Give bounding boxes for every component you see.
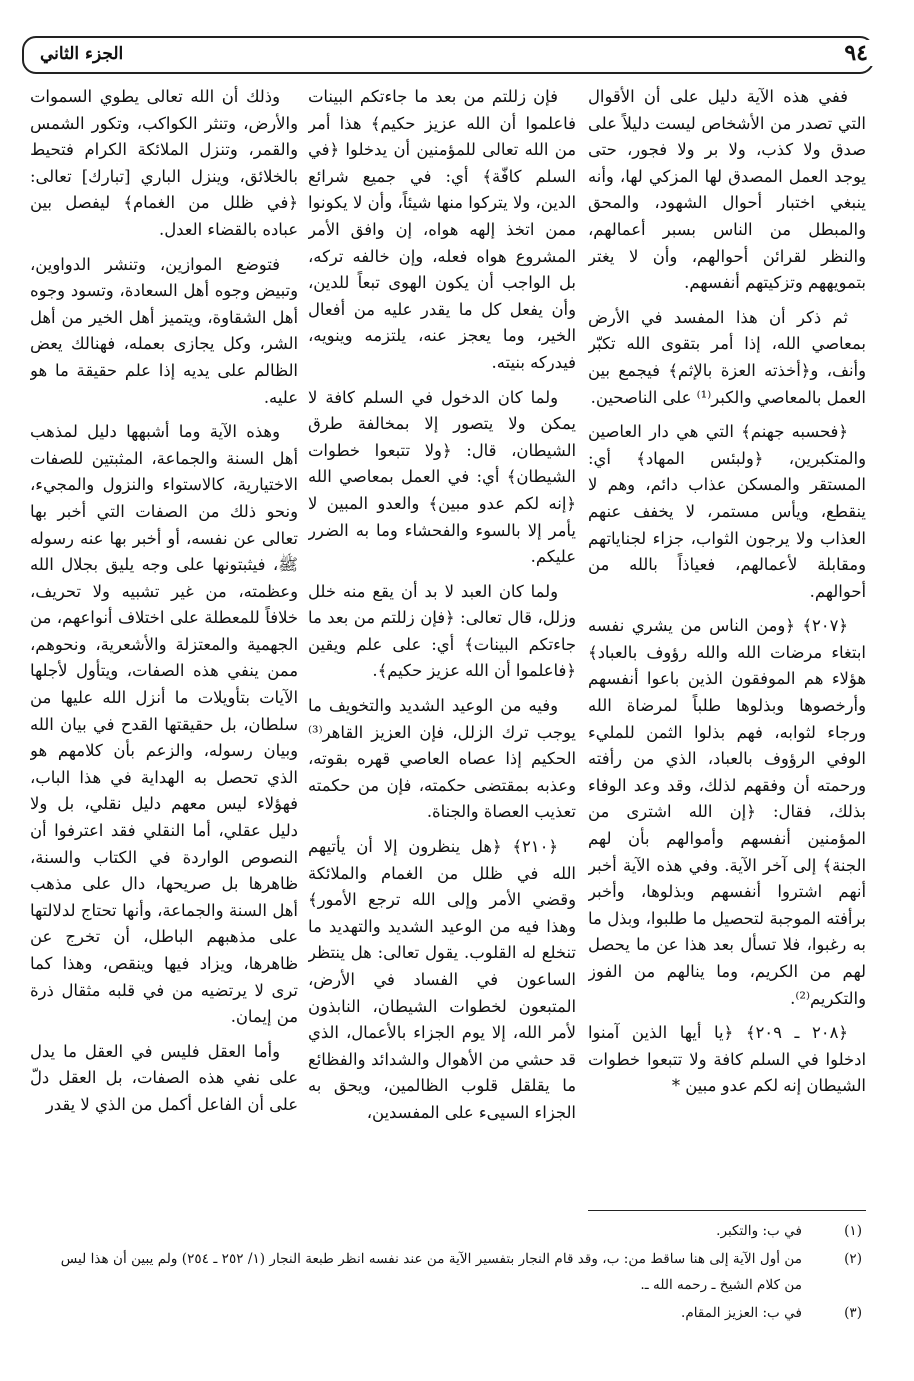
text-column-middle (308, 84, 576, 1204)
paragraph: ثم ذكر أن هذا المفسد في الأرض بمعاصي الله، إذا أمر بتقوى الله تكبّر وأنف، و﴿أخذته العزة بالإثم﴾ فيجمع بين العمل بالمعاصي والكبر⁽¹⁾ على الناصحين. (588, 307, 866, 407)
page-number: ٩٤ (838, 40, 874, 66)
paragraph: وأما العقل فليس في العقل ما يدل على نفي هذه الصفات، بل العقل دلّ على أن الفاعل أكمل من الذي لا يقدر (30, 1041, 298, 1114)
paragraph: ﴿٢١٠﴾ ﴿هل ينظرون إلا أن يأتيهم الله في ظلل من الغمام والملائكة وقضي الأمر وإلى الله ترجع الأمور﴾ وهذا فيه من الوعيد الشديد والتهديد ما تنخلع له القلوب. يقول تعالى: هل ينتظر الساعون في الفساد في الأرض، المتبعون لخطوات الشيطان، النابذون لأمر الله، إلا يوم الجزاء بالأعمال، الذي قد حشي من الأهوال والشدائد والفظائع ما يقلقل قلوب الظالمين، ويحق به الجزاء السيىء على المفسدين، (308, 837, 576, 1122)
footnote (40, 1300, 862, 1326)
paragraph: ﴿٢٠٧﴾ ﴿ومن الناس من يشري نفسه ابتغاء مرضات الله والله رؤوف بالعباد﴾ هؤلاء هم الموفقون الذين باعوا أنفسهم وأرخصوها وبذلوها طلباً لمرضاة الله ورجاء لثوابه، فهم بذلوا الثمن للمليء الوفي الرؤوف بالعباد، الذي من رأفته ورحمته أن وفقهم لذلك، وقد وعد الوفاء بذلك، فقال: ﴿إن الله اشترى من المؤمنين أنفسهم وأموالهم بأن لهم الجنة﴾ إلى آخر الآية. وفي هذه الآية أخبر أنهم اشتروا أنفسهم وبذلوها، وأخبر برأفته الموجبة لتحصيل ما طلبوا، وبذل ما به رغبوا، فلا تسأل بعد هذا عن ما يحصل لهم من الكريم، وما ينالهم من الفوز والتكريم⁽²⁾. (588, 616, 866, 1008)
footnote (40, 1218, 862, 1244)
footnote-text: من أول الآية إلى هنا ساقط من: ب، وقد قام النجار بتفسير الآية من عند نفسه انظر طبعة النجار (١/ ٢٥٢ ـ ٢٥٤) ولم يبين أن هذا ليس من كلام الشيخ ـ رحمه الله ـ. (60, 1251, 802, 1293)
footnote-mark: (٣) (844, 1305, 862, 1321)
footnote-divider (588, 1210, 866, 1211)
paragraph: وفيه من الوعيد الشديد والتخويف ما يوجب ترك الزلل، فإن العزيز القاهر⁽³⁾ الحكيم إذا عصاه العاصي قهره بقوته، وعذبه بمقتضى حكمته، فإن من حكمته تعذيب العصاة والجناة. (308, 696, 576, 822)
footnote-text: في ب: العزيز المقام. (681, 1305, 802, 1321)
paragraph: ولما كان الدخول في السلم كافة لا يمكن ولا يتصور إلا بمخالفة طرق الشيطان، قال: ﴿ولا تتبعوا خطوات الشيطان﴾ أي: في العمل بمعاصي الله ﴿إنه لكم عدو مبين﴾ والعدو المبين لا يأمر إلا بالسوء والفحشاء وما به الضرر عليكم. (308, 387, 576, 567)
text-column-right (588, 84, 866, 1204)
paragraph: ففي هذه الآية دليل على أن الأقوال التي تصدر من الأشخاص ليست دليلاً على صدق ولا كذب، ولا بر ولا فجور، حتى يوجد العمل المصدق لها المزكي لها، وأنه ينبغي اختبار أحوال الشهود، والمحق والمبطل من الناس بسبر أعمالهم، والنظر لقرائن أحوالهم، وأن لا يغتر بتمويههم وتزكيتهم أنفسهم. (588, 87, 866, 293)
text-column-left (30, 84, 298, 1204)
footnote-text: في ب: والتكبر. (716, 1223, 802, 1239)
paragraph: فتوضع الموازين، وتنشر الدواوين، وتبيض وجوه أهل السعادة، وتسود وجوه أهل الشقاوة، ويتميز أهل الخير من أهل الشر، وكل يجازى بعمله، فهنالك يعض الظالم على يديه إذا علم حقيقة ما هو عليه. (30, 254, 298, 407)
paragraph: وذلك أن الله تعالى يطوي السموات والأرض، وتنثر الكواكب، وتكور الشمس والقمر، وتنزل الملائكة الكرام فتحيط بالخلائق، وينزل الباري [تبارك] تعالى: ﴿في ظلل من الغمام﴾ ليفصل بين عباده بالقضاء العدل. (30, 87, 298, 239)
paragraph: ولما كان العبد لا بد أن يقع منه خلل وزلل، قال تعالى: ﴿فإن زللتم من بعد ما جاءتكم البينات﴾ أي: على علم ويقين ﴿فاعلموا أن الله عزيز حكيم﴾. (308, 581, 576, 681)
paragraph: وهذه الآية وما أشبهها دليل لمذهب أهل السنة والجماعة، المثبتين للصفات الاختيارية، كالاستواء والنزول والمجيء، ونحو ذلك من الصفات التي أخبر بها تعالى عن نفسه، أو أخبر بها عنه رسوله ﷺ، فيثبتونها على وجه يليق بجلال الله وعظمته، من غير تشبيه ولا تحريف، خلافاً للمعطلة على اختلاف أنواعهم، من الجهمية والمعتزلة والأشعرية، ونحوهم، ممن ينفي هذه الصفات، ويتأول لأجلها الآيات بتأويلات ما أنزل الله عليها من سلطان، بل حقيقتها القدح في بيان الله وبيان رسوله، والزعم بأن كلامهم هو الذي تحصل به الهداية في هذا الباب، فهؤلاء ليس معهم دليل نقلي، بل ولا دليل عقلي، أما النقلي فقد اعترفوا أن النصوص الواردة في الكتاب والسنة، ظاهرها بل صريحها، دال على مذهب أهل السنة والجماعة، وأنها تحتاج لدلالتها على مذهبهم الباطل، أن تخرج عن ظاهرها، ويزاد فيها وينقص، وهذا كما ترى لا يرتضيه من في قلبه مثقال ذرة من إيمان. (30, 422, 298, 1027)
paragraph: ﴿فحسبه جهنم﴾ التي هي دار العاصين والمتكبرين، ﴿ولبئس المهاد﴾ أي: المستقر والمسكن عذاب دائم، وهم لا ينقطع، ويأس مستمر، لا يخفف عنهم العذاب ولا يرجون الثواب، جزاء لجناياتهم ومقابلة لأعمالهم، فعياذاً بالله من أحوالهم. (588, 422, 866, 601)
paragraph: ﴿٢٠٨ ـ ٢٠٩﴾ ﴿يا أيها الذين آمنوا ادخلوا في السلم كافة ولا تتبعوا خطوات الشيطان إنه لكم عدو مبين * (588, 1023, 866, 1096)
header-frame (22, 36, 874, 74)
footnotes (40, 1218, 862, 1328)
footnote-mark: (٢) (844, 1251, 862, 1267)
footnote-mark: (١) (844, 1223, 862, 1239)
running-title: الجزء الثاني (40, 44, 124, 64)
footnote (40, 1246, 862, 1298)
paragraph: فإن زللتم من بعد ما جاءتكم البينات فاعلموا أن الله عزيز حكيم﴾ هذا أمر من الله تعالى للمؤمنين أن يدخلوا ﴿في السلم كافّة﴾ أي: في جميع شرائع الدين، ولا يتركوا منها شيئاً، وأن لا يكونوا ممن اتخذ إلهه هواه، إن وافق الأمر المشروع هواه فعله، وإن خالفه تركه، بل الواجب أن يكون الهوى تبعاً للدين، وأن يفعل كل ما يقدر عليه من أفعال الخير، وما يعجز عنه، يلتزمه وينويه، فيدركه بنيته. (308, 87, 576, 372)
